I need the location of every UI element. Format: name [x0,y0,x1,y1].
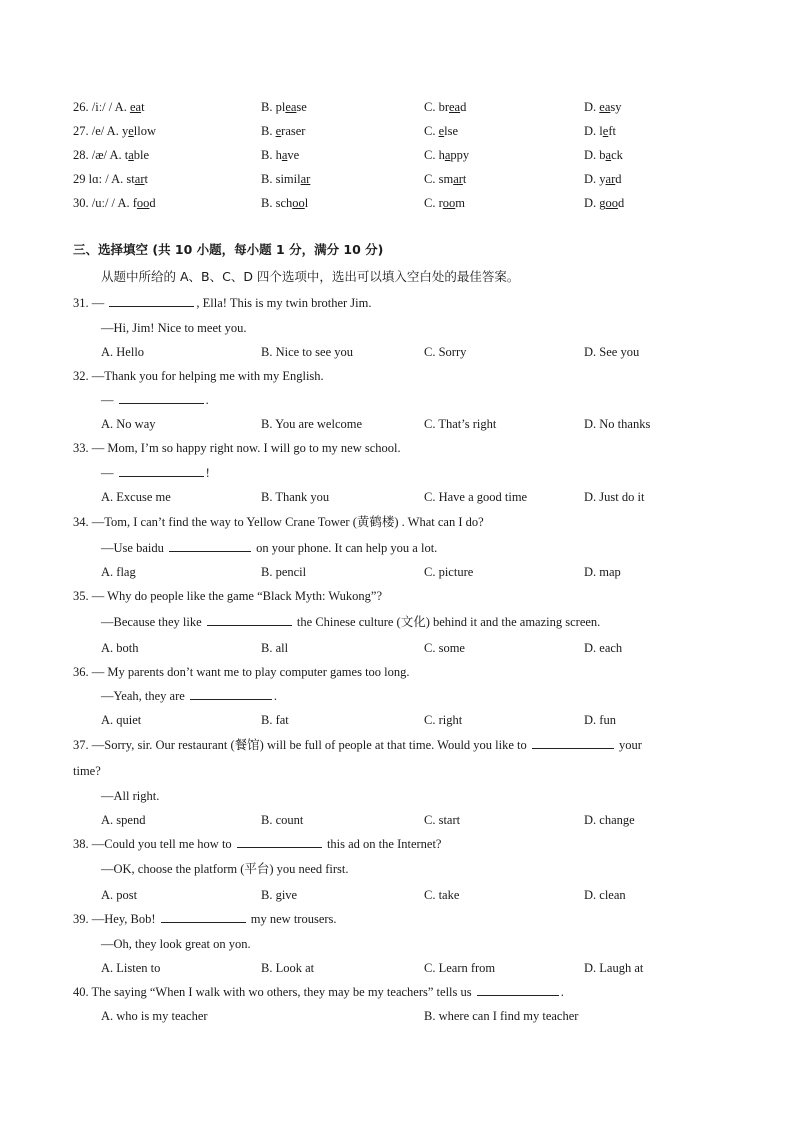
underlined-letters: ea [129,100,142,114]
option-a: A. Excuse me [101,490,171,504]
question-36-options [101,711,721,729]
option-d-post: ft [608,124,616,138]
option-a: A. who is my teacher [101,1009,208,1023]
option-d-post: d [615,172,622,186]
option-d: D. Laugh at [584,961,644,975]
option-b [261,143,299,167]
option-d: D. See you [584,345,640,359]
option-a-rest: t [144,172,148,186]
answer-blank [161,910,246,923]
question-38-line2: —OK, choose the platform (平台) you need first. [101,862,349,876]
option-a: A. quiet [101,713,142,727]
question-32-line1: 32. —Thank you for helping me with my English. [73,369,324,383]
option-b [261,119,305,143]
option-a: A. No way [101,417,156,431]
question-text: 37. —Sorry, sir. Our restaurant (餐馆) will be full of people at that time. Would you like to [73,738,530,752]
option-d-post: d [618,196,625,210]
underlined-letters: e [128,124,134,138]
option-c-pre: C. br [424,100,449,114]
question-37-options [101,811,721,829]
option-d-pre: D. g [584,196,606,210]
question-37-line1-cont: time? [73,764,101,778]
question-number: 26. /iː/ / A. [73,100,130,114]
option-b: B. give [261,888,298,902]
option-b [261,167,310,191]
underlined-letters: a [605,148,612,162]
option-b [261,95,307,119]
option-c-post: d [460,100,467,114]
option-a-rest: ble [133,148,150,162]
question-37-line2: —All right. [101,789,160,803]
question-text: 40. The saying “When I walk with wo others, they may be my teachers” tells us [73,985,475,999]
option-c-pre: C. r [424,196,443,210]
option-d: D. each [584,641,623,655]
option-a: A. post [101,888,138,902]
question-36-line1: 36. — My parents don’t want me to play computer games too long. [73,665,410,679]
option-b-post: l [304,196,309,210]
option-a: A. flag [101,565,136,579]
question-40-line1 [73,983,564,1001]
question-38-options [101,886,721,904]
question-text: —Yeah, they are [101,689,188,703]
question-text: 39. —Hey, Bob! [73,912,159,926]
underlined-letters: oo [292,196,305,210]
question-36-line2 [101,687,277,705]
option-d [584,143,623,167]
option-d [584,119,616,143]
phonetic-row-27 [73,119,733,143]
question-34-options [101,563,721,581]
option-b-pre: B. [261,124,276,138]
option-c: C. Learn from [424,961,496,975]
option-c [424,95,466,119]
option-c-post: lse [444,124,459,138]
answer-blank [119,391,204,404]
option-c: C. That’s right [424,417,497,431]
question-text: 31. — [73,296,108,310]
underlined-letters: oo [136,196,150,210]
option-b-pre: B. pl [261,100,286,114]
underlined-letters: a [444,148,451,162]
option-b-post: raser [281,124,306,138]
question-39-options [101,959,721,977]
option-d-post: ck [611,148,623,162]
option-b-pre: B. sch [261,196,293,210]
question-34-line1: 34. —Tom, I can’t find the way to Yellow Crane Tower (黄鹤楼) . What can I do? [73,515,484,529]
option-b-pre: B. simil [261,172,301,186]
option-b: B. all [261,641,289,655]
question-text: your [615,738,642,752]
question-number: 27. /e/ A. y [73,124,129,138]
question-text: on your phone. It can help you a lot. [252,541,438,555]
option-c-pre: C. sm [424,172,454,186]
question-text: this ad on the Internet? [323,837,442,851]
question-40-options [101,1007,721,1025]
question-35-line2 [101,613,600,631]
option-c [424,143,469,167]
option-d: D. No thanks [584,417,651,431]
option-d: D. clean [584,888,626,902]
question-34-line2 [101,539,437,557]
question-39-line1 [73,910,337,928]
option-a: A. spend [101,813,146,827]
option-c-post: t [462,172,467,186]
option-d-pre: D. [584,100,600,114]
option-b: B. fat [261,713,289,727]
option-b: B. Thank you [261,490,330,504]
answer-blank [109,294,194,307]
underlined-letters: e [438,124,445,138]
option-b [261,191,308,215]
underlined-letters: ea [285,100,297,114]
question-37-line1 [73,736,642,754]
option-b: B. Nice to see you [261,345,353,359]
section-instruction: 从题中所给的 A、B、C、D 四个选项中，选出可以填入空白处的最佳答案。 [101,269,520,284]
question-33-options [101,488,721,506]
option-a-rest: t [141,100,145,114]
option-c-pre: C. h [424,148,445,162]
option-c [424,167,466,191]
phonetic-row-30 [73,191,733,215]
answer-blank [169,539,251,552]
question-text: my new trousers. [247,912,337,926]
option-d: D. fun [584,713,616,727]
question-32-options [101,415,721,433]
option-b-post: se [296,100,307,114]
underlined-letters: ea [449,100,461,114]
option-b: B. pencil [261,565,307,579]
underlined-letters: oo [442,196,456,210]
underlined-letters: a [281,148,288,162]
option-d [584,167,622,191]
option-c-pre: C. [424,124,439,138]
option-a [73,119,156,143]
phonetic-row-26 [73,95,733,119]
option-a-rest: llow [133,124,157,138]
question-text: . [560,985,564,999]
underlined-letters: ea [599,100,611,114]
question-text: ! [205,466,210,480]
option-c: C. right [424,713,463,727]
option-b-pre: B. h [261,148,282,162]
question-text: . [205,393,209,407]
question-38-line1 [73,835,441,853]
question-text: —Because they like [101,615,205,629]
question-number: 29 lɑ: / A. st [73,172,135,186]
phonetic-row-28 [73,143,733,167]
option-b: B. You are welcome [261,417,363,431]
option-c: C. Sorry [424,345,467,359]
answer-blank [190,687,272,700]
underlined-letters: e [275,124,282,138]
option-d-pre: D. l [584,124,603,138]
option-a-rest: d [149,196,156,210]
option-d: D. change [584,813,635,827]
phonetics-block [73,95,733,215]
question-text: —Use baidu [101,541,167,555]
question-32-line2 [101,391,209,409]
question-text: — [101,466,117,480]
question-31-line2: —Hi, Jim! Nice to meet you. [101,321,247,335]
answer-blank [237,835,322,848]
option-b: B. count [261,813,304,827]
underlined-letters: ar [605,172,616,186]
option-a [73,143,149,167]
underlined-letters: ar [453,172,463,186]
phonetic-row-29 [73,167,733,191]
option-a: A. Listen to [101,961,161,975]
question-text: 38. —Could you tell me how to [73,837,235,851]
question-number: 28. /æ/ A. t [73,148,129,162]
answer-blank [119,464,204,477]
option-b: B. where can I find my teacher [424,1009,579,1023]
question-35-options [101,639,721,657]
answer-blank [532,736,614,749]
option-a: A. both [101,641,139,655]
option-c [424,191,465,215]
question-text: , Ella! This is my twin brother Jim. [196,296,372,310]
option-c: C. take [424,888,460,902]
answer-blank [207,613,292,626]
option-b: B. Look at [261,961,315,975]
underlined-letters: ar [134,172,145,186]
option-c-post: ppy [450,148,470,162]
underlined-letters: ar [300,172,311,186]
answer-blank [477,983,559,996]
question-33-line2 [101,464,210,482]
option-c: C. picture [424,565,474,579]
section-title: 三、选择填空 (共 10 小题，每小题 1 分，满分 10 分) [73,242,384,257]
option-d: D. Just do it [584,490,645,504]
question-number: 30. /uː/ / A. f [73,196,137,210]
option-d: D. map [584,565,621,579]
option-c: C. Have a good time [424,490,528,504]
option-d-post: sy [610,100,622,114]
underlined-letters: e [602,124,609,138]
option-a [73,167,148,191]
option-a: A. Hello [101,345,145,359]
option-a [73,191,156,215]
question-text: the Chinese culture (文化) behind it and the amazing screen. [293,615,601,629]
question-33-line1: 33. — Mom, I’m so happy right now. I will go to my new school. [73,441,401,455]
underlined-letters: a [128,148,134,162]
option-c: C. some [424,641,465,655]
question-31-options [101,343,721,361]
option-d-pre: D. y [584,172,606,186]
question-39-line2: —Oh, they look great on yon. [101,937,251,951]
question-text: — [101,393,117,407]
question-31-line1 [73,294,371,312]
underlined-letters: oo [605,196,619,210]
option-d [584,95,622,119]
option-c: C. start [424,813,461,827]
option-b-post: ve [287,148,300,162]
option-d-pre: D. b [584,148,606,162]
question-text: . [273,689,278,703]
option-c [424,119,458,143]
question-35-line1: 35. — Why do people like the game “Black Myth: Wukong”? [73,589,383,603]
option-d [584,191,624,215]
option-c-post: m [455,196,465,210]
